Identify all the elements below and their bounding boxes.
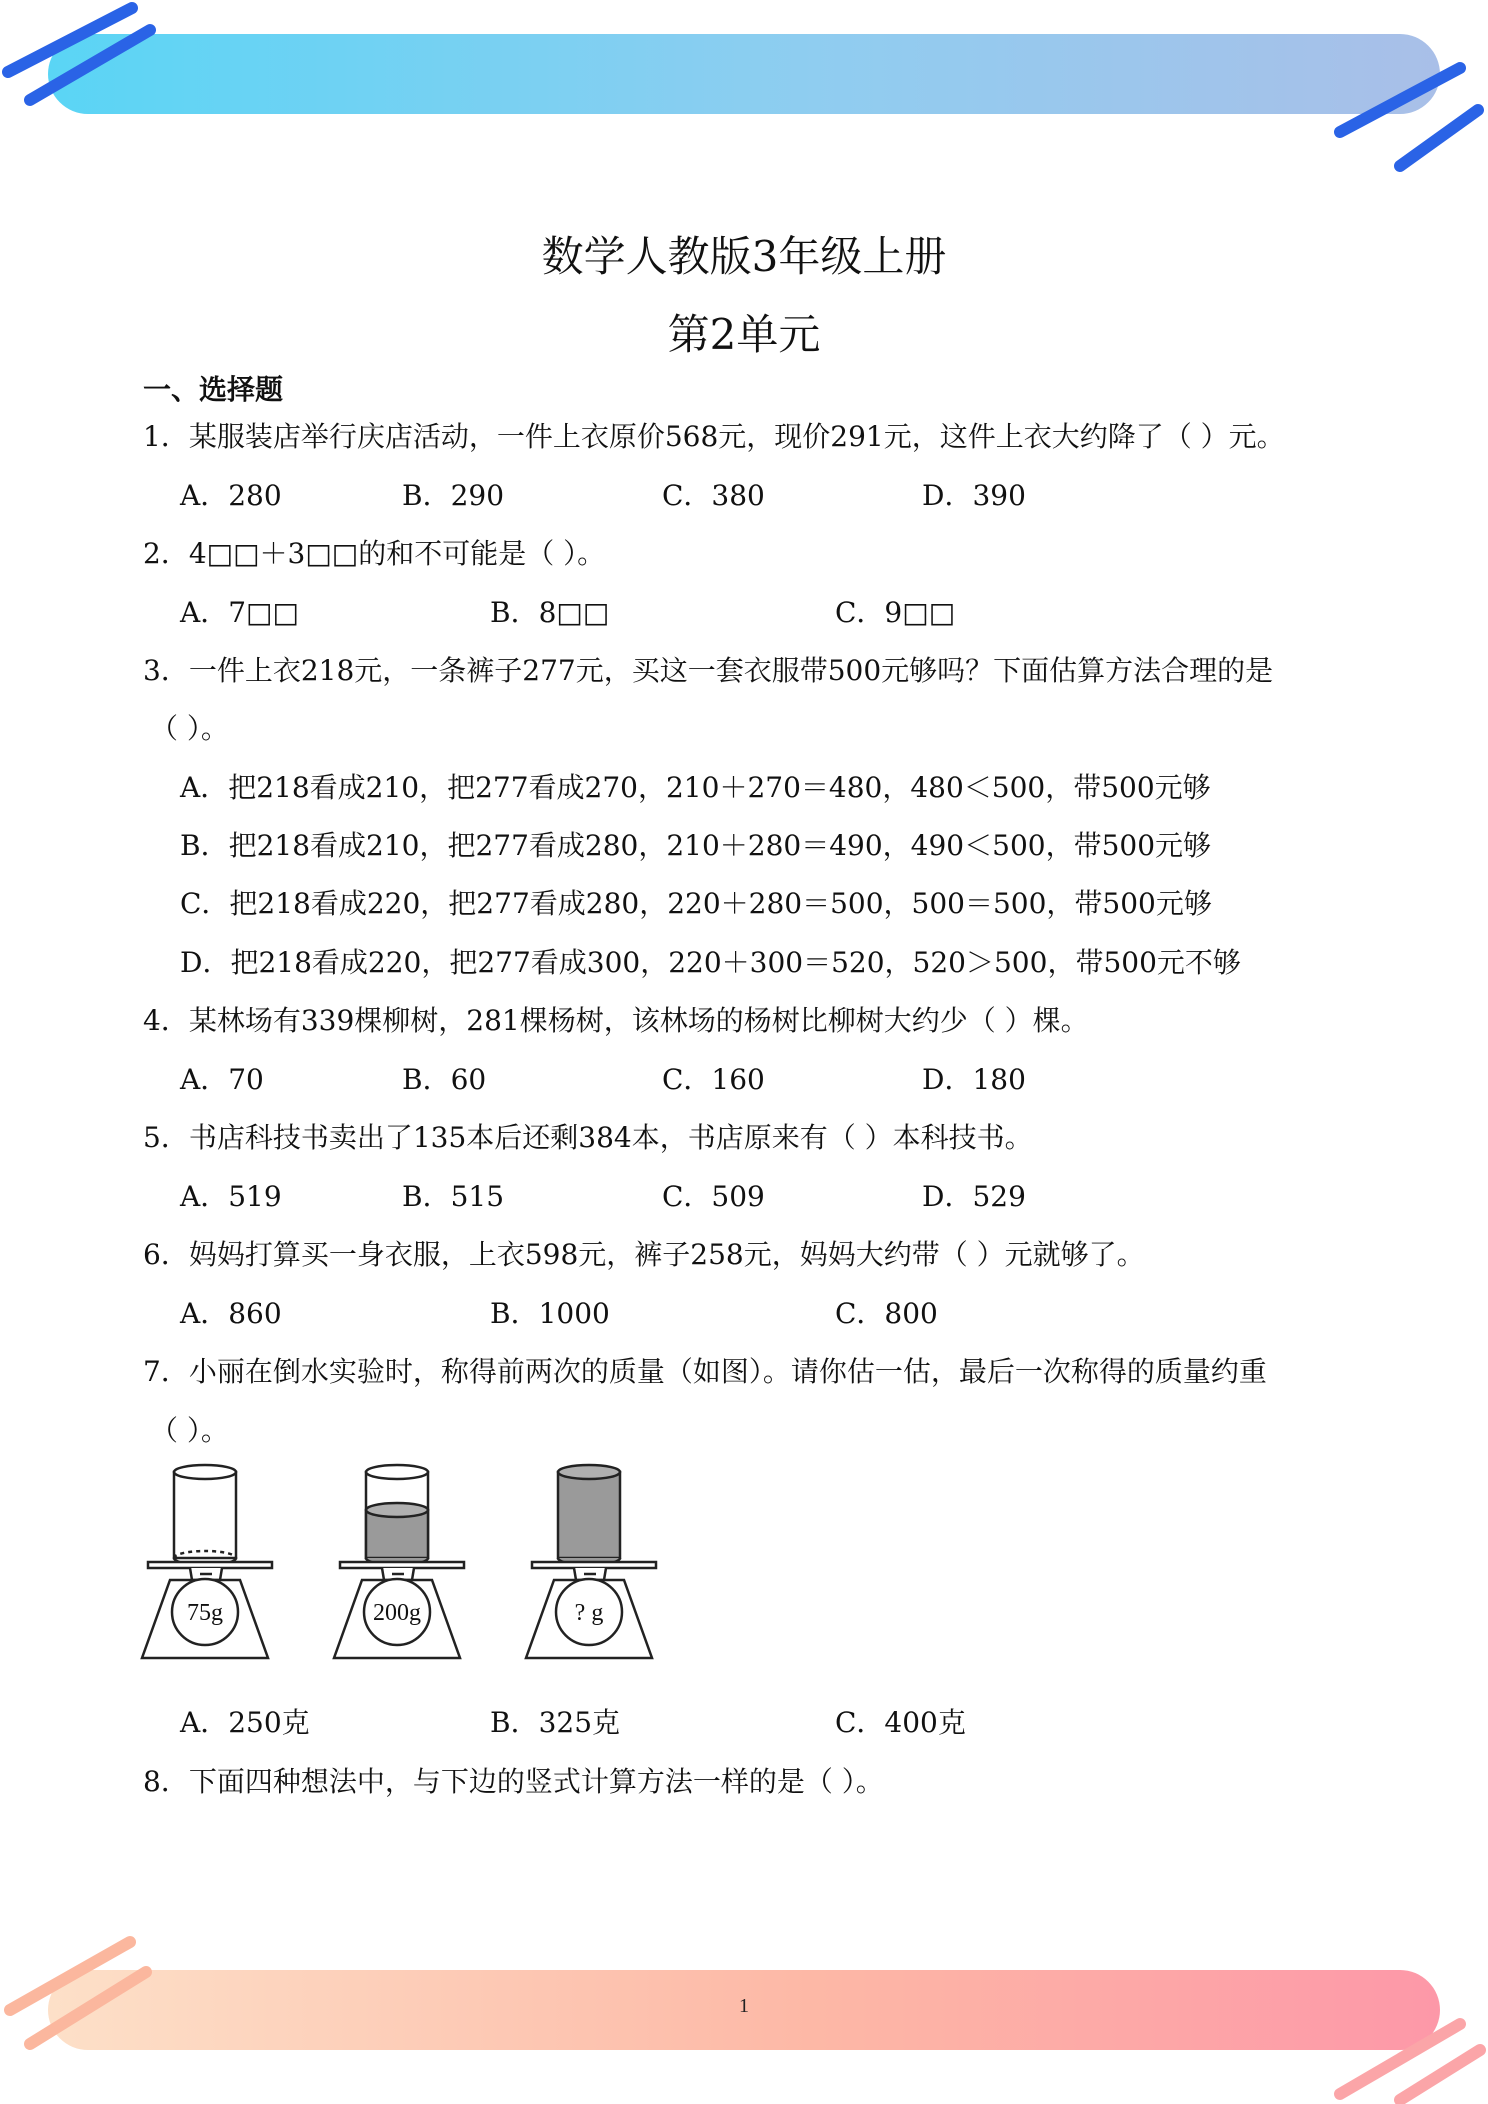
scale-1-label: 75g bbox=[187, 1600, 223, 1626]
question-1-option-b: B．290 bbox=[402, 479, 505, 512]
question-4-option-a: A．70 bbox=[180, 1063, 264, 1096]
question-5-text: 5．书店科技书卖出了135本后还剩384本，书店原来有（ ）本科技书。 bbox=[143, 1121, 1033, 1154]
question-4-option-d: D．180 bbox=[922, 1063, 1026, 1096]
question-2-text: 2．4□□＋3□□的和不可能是（ ）。 bbox=[143, 537, 606, 570]
question-1-option-d: D．390 bbox=[922, 479, 1026, 512]
question-1-text: 1．某服装店举行庆店活动，一件上衣原价568元，现价291元，这件上衣大约降了（ ）元。 bbox=[143, 420, 1285, 453]
question-7-option-b: B．325克 bbox=[490, 1706, 621, 1739]
question-4-option-c: C．160 bbox=[662, 1063, 765, 1096]
unit-title: 第2单元 bbox=[667, 310, 821, 359]
question-7-text-cont: （ ）。 bbox=[150, 1414, 229, 1447]
scale-3 bbox=[526, 1465, 656, 1658]
question-5-option-d: D．529 bbox=[922, 1180, 1026, 1213]
question-4-option-b: B．60 bbox=[402, 1063, 487, 1096]
question-4-text: 4．某林场有339棵柳树，281棵杨树，该林场的杨树比柳树大约少（ ）棵。 bbox=[143, 1004, 1089, 1037]
section-heading: 一、选择题 bbox=[143, 373, 284, 406]
question-1-option-a: A．280 bbox=[180, 479, 282, 512]
scale-3-label: ? g bbox=[574, 1600, 604, 1626]
question-8-text: 8．下面四种想法中，与下边的竖式计算方法一样的是（ ）。 bbox=[143, 1765, 884, 1798]
question-1-option-c: C．380 bbox=[662, 479, 765, 512]
scale-1 bbox=[142, 1465, 272, 1658]
question-5-option-b: B．515 bbox=[402, 1180, 505, 1213]
question-2-option-a: A．7□□ bbox=[180, 596, 299, 629]
question-7-option-a: A．250克 bbox=[180, 1706, 310, 1739]
question-6-option-a: A．860 bbox=[180, 1297, 282, 1330]
scale-2-label: 200g bbox=[373, 1600, 421, 1626]
question-7-option-c: C．400克 bbox=[835, 1706, 966, 1739]
scales-figure bbox=[140, 1462, 670, 1682]
document-title: 数学人教版3年级上册 bbox=[541, 232, 947, 281]
question-2-option-c: C．9□□ bbox=[835, 596, 956, 629]
question-2-option-b: B．8□□ bbox=[490, 596, 610, 629]
question-6-text: 6．妈妈打算买一身衣服，上衣598元，裤子258元，妈妈大约带（ ）元就够了。 bbox=[143, 1238, 1145, 1271]
question-5-option-c: C．509 bbox=[662, 1180, 765, 1213]
question-7-text: 7．小丽在倒水实验时，称得前两次的质量（如图）。请你估一估，最后一次称得的质量约重 bbox=[143, 1355, 1267, 1388]
question-3-text: 3．一件上衣218元，一条裤子277元，买这一套衣服带500元够吗？下面估算方法合理的是 bbox=[143, 654, 1274, 687]
question-3-option-d: D．把218看成220，把277看成300，220＋300＝520，520＞500，带500元不够 bbox=[180, 946, 1241, 979]
question-3-option-a: A．把218看成210，把277看成270，210＋270＝480，480＜500，带500元够 bbox=[180, 771, 1211, 804]
question-3-option-b: B．把218看成210，把277看成280，210＋280＝490，490＜500，带500元够 bbox=[180, 829, 1212, 862]
scale-2 bbox=[334, 1465, 464, 1658]
question-3-text-cont: （ ）。 bbox=[150, 712, 229, 745]
question-5-option-a: A．519 bbox=[180, 1180, 282, 1213]
header-stripes-decoration bbox=[0, 0, 1488, 180]
page-number: 1 bbox=[739, 1995, 749, 2017]
question-3-option-c: C．把218看成220，把277看成280，220＋280＝500，500＝500，带500元够 bbox=[180, 887, 1212, 920]
question-6-option-b: B．1000 bbox=[490, 1297, 610, 1330]
question-6-option-c: C．800 bbox=[835, 1297, 938, 1330]
